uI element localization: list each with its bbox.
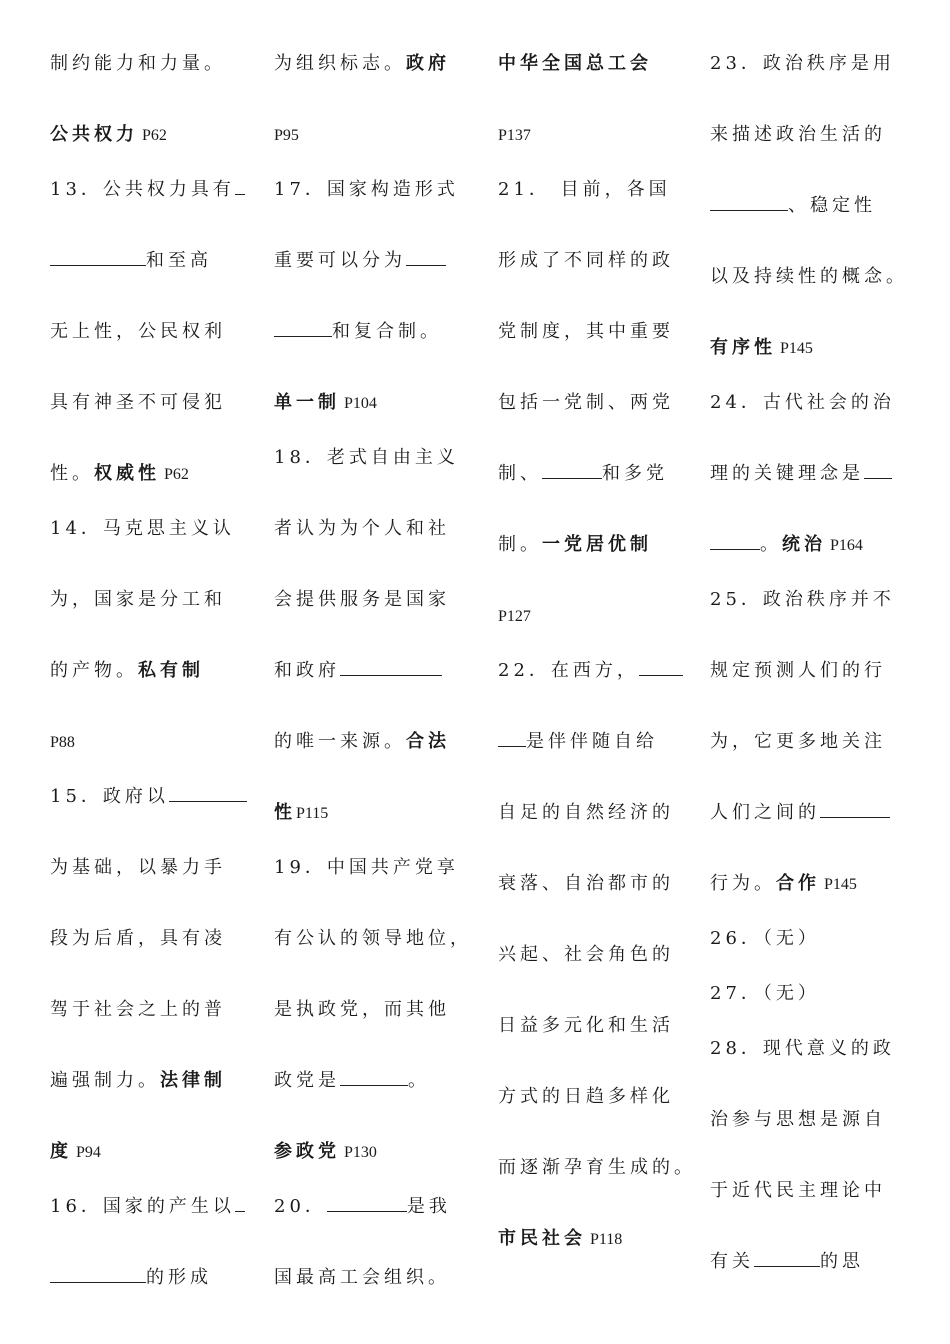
answer-text: 参政党 bbox=[274, 1141, 340, 1162]
answer-text: 有序性 bbox=[710, 337, 776, 358]
text-line bbox=[498, 801, 674, 825]
text-line bbox=[710, 336, 813, 361]
text-line bbox=[710, 123, 886, 147]
question-text: 形成了不同样的政 bbox=[498, 250, 674, 271]
text-line bbox=[710, 1250, 864, 1274]
text-line bbox=[50, 998, 226, 1022]
fill-in-blank bbox=[50, 249, 146, 266]
answer-text: 统治 bbox=[782, 534, 826, 555]
question-text: 的唯一来源。 bbox=[274, 731, 406, 752]
text-line bbox=[50, 588, 226, 612]
text-line bbox=[498, 1014, 674, 1038]
answer-text: 权威性 bbox=[94, 463, 160, 484]
answer-text: 法律制 bbox=[160, 1070, 226, 1091]
page-reference: P104 bbox=[340, 395, 377, 412]
text-line bbox=[498, 320, 674, 344]
question-text: 20． bbox=[274, 1196, 327, 1217]
page-reference: P94 bbox=[72, 1144, 101, 1161]
question-text: 。 bbox=[760, 534, 782, 555]
question-text: 22．在西方， bbox=[498, 660, 639, 681]
question-text: 14．马克思主义认 bbox=[50, 518, 235, 539]
text-line bbox=[498, 730, 658, 754]
question-text: 性。 bbox=[50, 463, 94, 484]
text-line bbox=[710, 1108, 886, 1132]
text-line bbox=[710, 659, 886, 683]
fill-in-blank bbox=[710, 533, 760, 550]
fill-in-blank bbox=[820, 801, 890, 818]
question-text: 24．古代社会的治 bbox=[710, 392, 895, 413]
question-text: 和复合制。 bbox=[332, 321, 442, 342]
fill-in-blank bbox=[406, 249, 446, 266]
text-line bbox=[50, 1195, 245, 1219]
text-line bbox=[274, 52, 450, 76]
text-line bbox=[50, 517, 235, 541]
text-line bbox=[274, 517, 450, 541]
question-text: 有关 bbox=[710, 1251, 754, 1272]
text-line bbox=[498, 1156, 696, 1180]
text-line bbox=[710, 927, 820, 951]
text-line bbox=[710, 872, 857, 897]
question-text: 23．政治秩序是用 bbox=[710, 53, 895, 74]
page-reference: P118 bbox=[586, 1231, 623, 1248]
fill-in-blank bbox=[50, 1266, 146, 1283]
text-line bbox=[710, 730, 886, 754]
text-line bbox=[710, 194, 876, 218]
question-text: 16．国家的产生以 bbox=[50, 1196, 235, 1217]
fill-in-blank bbox=[639, 659, 683, 676]
text-line bbox=[498, 943, 674, 967]
fill-in-blank bbox=[710, 194, 788, 211]
fill-in-blank bbox=[498, 730, 526, 747]
text-line bbox=[498, 123, 531, 148]
text-line bbox=[50, 927, 226, 951]
text-line bbox=[274, 320, 442, 344]
question-text: 21． 目前，各国 bbox=[498, 179, 671, 200]
text-line bbox=[498, 1085, 674, 1109]
question-text: 政党是 bbox=[274, 1070, 340, 1091]
question-text: 为组织标志。 bbox=[274, 53, 406, 74]
answer-text: 私有制 bbox=[138, 660, 204, 681]
question-text: 自足的自然经济的 bbox=[498, 802, 674, 823]
text-line bbox=[274, 856, 459, 880]
text-line bbox=[274, 1195, 451, 1219]
question-text: 无上性，公民权利 bbox=[50, 321, 226, 342]
text-line bbox=[50, 1140, 101, 1165]
question-text: 为，国家是分工和 bbox=[50, 589, 226, 610]
text-line bbox=[274, 1069, 430, 1093]
question-text: 17．国家构造形式 bbox=[274, 179, 459, 200]
question-text: 和多党 bbox=[602, 463, 668, 484]
question-text: 人们之间的 bbox=[710, 802, 820, 823]
question-text: 遍强制力。 bbox=[50, 1070, 160, 1091]
text-line bbox=[50, 730, 75, 755]
question-text: 驾于社会之上的普 bbox=[50, 999, 226, 1020]
question-text: 、稳定性 bbox=[788, 195, 876, 216]
page-reference: P115 bbox=[296, 805, 329, 822]
text-line bbox=[274, 730, 450, 754]
text-line bbox=[50, 52, 226, 76]
text-line bbox=[274, 998, 450, 1022]
text-line bbox=[50, 785, 247, 809]
text-line bbox=[50, 659, 204, 683]
page-reference: P130 bbox=[340, 1144, 377, 1161]
question-text: 28．现代意义的政 bbox=[710, 1038, 895, 1059]
text-line bbox=[498, 659, 683, 683]
question-text: 是执政党，而其他 bbox=[274, 999, 450, 1020]
page-reference: P145 bbox=[776, 340, 813, 357]
fill-in-blank bbox=[327, 1195, 407, 1212]
question-text: 行为。 bbox=[710, 873, 776, 894]
text-line bbox=[274, 1140, 377, 1165]
fill-in-blank bbox=[864, 462, 892, 479]
question-text: 兴起、社会角色的 bbox=[498, 944, 674, 965]
question-text: 重要可以分为 bbox=[274, 250, 406, 271]
text-line bbox=[274, 123, 299, 148]
text-line bbox=[274, 927, 472, 951]
text-line bbox=[50, 391, 226, 415]
answer-text: 合作 bbox=[776, 873, 820, 894]
text-line bbox=[498, 533, 652, 557]
question-text: 治参与思想是源自 bbox=[710, 1109, 886, 1130]
question-text: 15．政府以 bbox=[50, 786, 169, 807]
question-text: 25．政治秩序并不 bbox=[710, 589, 895, 610]
text-line bbox=[274, 446, 459, 470]
text-line bbox=[710, 533, 863, 558]
page-reference: P127 bbox=[498, 608, 531, 625]
answer-text: 度 bbox=[50, 1141, 72, 1162]
question-text: 者认为为个人和社 bbox=[274, 518, 450, 539]
page-reference: P137 bbox=[498, 127, 531, 144]
text-line bbox=[710, 1037, 895, 1061]
question-text: 和政府 bbox=[274, 660, 340, 681]
text-line bbox=[50, 1069, 226, 1093]
fill-in-blank bbox=[235, 178, 245, 195]
question-text: 衰落、自治都市的 bbox=[498, 873, 674, 894]
question-text: 和至高 bbox=[146, 250, 212, 271]
text-line bbox=[498, 391, 674, 415]
question-text: 26．（无） bbox=[710, 928, 820, 949]
text-line bbox=[50, 123, 167, 148]
fill-in-blank bbox=[754, 1250, 820, 1267]
question-text: 为，它更多地关注 bbox=[710, 731, 886, 752]
answer-text: 中华全国总工会 bbox=[498, 53, 652, 74]
question-text: 段为后盾，具有凌 bbox=[50, 928, 226, 949]
text-line bbox=[498, 178, 671, 202]
text-line bbox=[498, 462, 668, 486]
fill-in-blank bbox=[542, 462, 602, 479]
question-text: 来描述政治生活的 bbox=[710, 124, 886, 145]
question-text: 13．公共权力具有 bbox=[50, 179, 235, 200]
question-text: 的思 bbox=[820, 1251, 864, 1272]
question-text: 方式的日趋多样化 bbox=[498, 1086, 674, 1107]
text-line bbox=[274, 391, 377, 416]
question-text: 有公认的领导地位， bbox=[274, 928, 472, 949]
text-line bbox=[50, 462, 189, 487]
text-line bbox=[50, 856, 226, 880]
question-text: 包括一党制、两党 bbox=[498, 392, 674, 413]
text-line bbox=[50, 178, 245, 202]
question-text: 规定预测人们的行 bbox=[710, 660, 886, 681]
text-line bbox=[710, 982, 820, 1006]
page-reference: P145 bbox=[820, 876, 857, 893]
text-line bbox=[710, 462, 892, 486]
question-text: 的形成 bbox=[146, 1267, 212, 1288]
question-text: 于近代民主理论中 bbox=[710, 1180, 886, 1201]
text-line bbox=[50, 249, 212, 273]
question-text: 日益多元化和生活 bbox=[498, 1015, 674, 1036]
question-text: 具有神圣不可侵犯 bbox=[50, 392, 226, 413]
answer-text: 合法 bbox=[406, 731, 450, 752]
question-text: 制、 bbox=[498, 463, 542, 484]
question-text: 是我 bbox=[406, 1196, 451, 1217]
page-reference: P62 bbox=[138, 127, 167, 144]
question-text: 会提供服务是国家 bbox=[274, 589, 450, 610]
answer-text: 单一制 bbox=[274, 392, 340, 413]
fill-in-blank bbox=[235, 1195, 245, 1212]
text-line bbox=[710, 52, 895, 76]
text-line bbox=[498, 52, 652, 76]
question-text: 国最高工会组织。 bbox=[274, 1267, 450, 1288]
text-line bbox=[274, 801, 328, 826]
fill-in-blank bbox=[340, 1069, 408, 1086]
question-text: 。 bbox=[408, 1070, 430, 1091]
answer-text: 政府 bbox=[406, 53, 450, 74]
text-line bbox=[498, 249, 674, 273]
text-line bbox=[498, 1227, 622, 1252]
question-text: 制约能力和力量。 bbox=[50, 53, 226, 74]
text-line bbox=[710, 1179, 886, 1203]
question-text: 18．老式自由主义 bbox=[274, 447, 459, 468]
page-reference: P88 bbox=[50, 734, 75, 751]
question-text: 制。 bbox=[498, 534, 542, 555]
question-text: 是伴伴随自给 bbox=[526, 731, 658, 752]
question-text: 27．（无） bbox=[710, 983, 820, 1004]
text-line bbox=[50, 1266, 212, 1290]
text-line bbox=[274, 659, 442, 683]
text-line bbox=[710, 801, 890, 825]
question-text: 的产物。 bbox=[50, 660, 138, 681]
text-line bbox=[274, 1266, 450, 1290]
answer-text: 一党居优制 bbox=[542, 534, 652, 555]
text-line bbox=[710, 391, 895, 415]
text-line bbox=[274, 178, 459, 202]
question-text: 以及持续性的概念。 bbox=[710, 266, 908, 287]
question-text: 为基础，以暴力手 bbox=[50, 857, 226, 878]
answer-text: 性 bbox=[274, 802, 296, 823]
question-text: 19．中国共产党享 bbox=[274, 857, 459, 878]
text-line bbox=[274, 588, 450, 612]
page-reference: P62 bbox=[160, 466, 189, 483]
question-text: 而逐渐孕育生成的。 bbox=[498, 1157, 696, 1178]
question-text: 党制度，其中重要 bbox=[498, 321, 674, 342]
text-line bbox=[498, 604, 531, 629]
text-line bbox=[710, 588, 895, 612]
fill-in-blank bbox=[169, 785, 247, 802]
text-line bbox=[50, 320, 226, 344]
question-text: 理的关键理念是 bbox=[710, 463, 864, 484]
page-reference: P164 bbox=[826, 537, 863, 554]
fill-in-blank bbox=[274, 320, 332, 337]
fill-in-blank bbox=[340, 659, 442, 676]
text-line bbox=[274, 249, 446, 273]
text-line bbox=[498, 872, 674, 896]
page-reference: P95 bbox=[274, 127, 299, 144]
answer-text: 市民社会 bbox=[498, 1228, 586, 1249]
text-line bbox=[710, 265, 908, 289]
answer-text: 公共权力 bbox=[50, 124, 138, 145]
